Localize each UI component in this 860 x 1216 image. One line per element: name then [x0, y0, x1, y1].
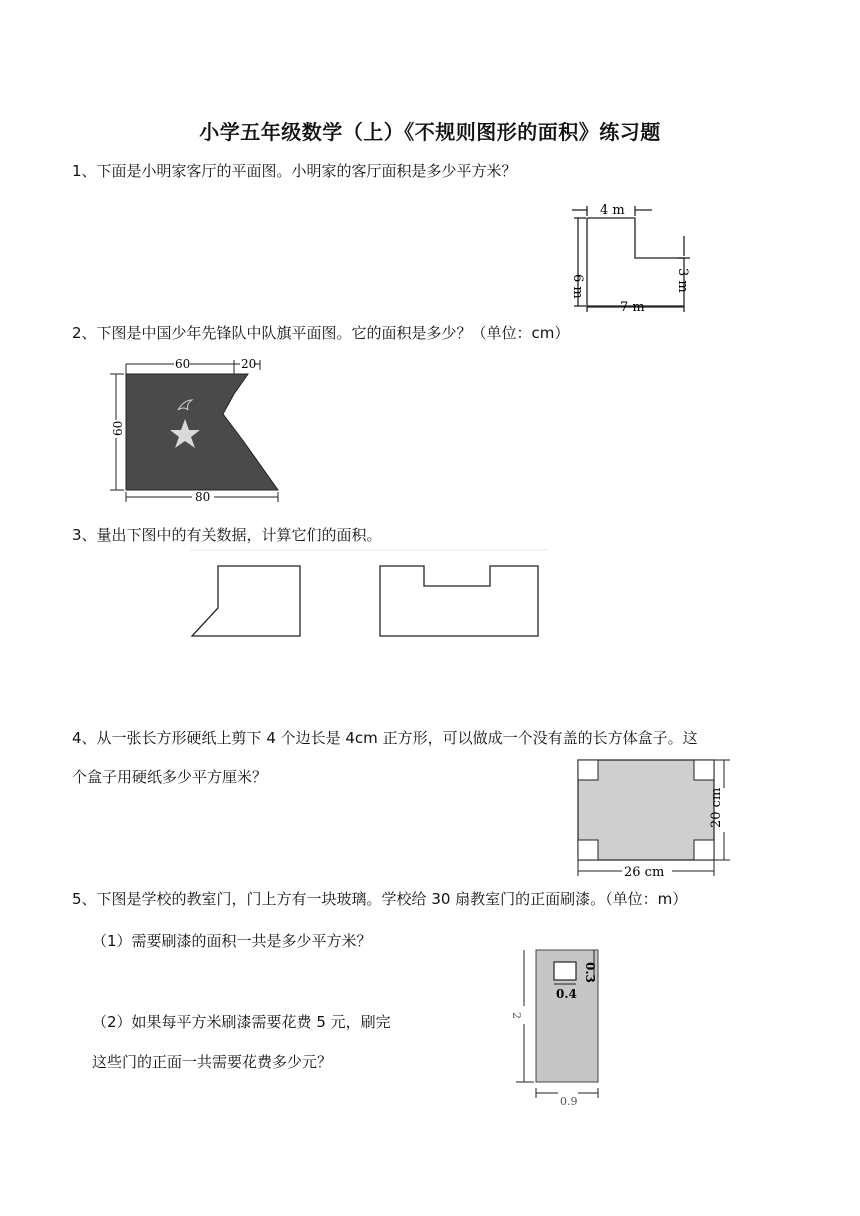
dim-width-label: 26 cm — [624, 865, 665, 880]
question-4-line-1: 4、从一张长方形硬纸上剪下 4 个边长是 4cm 正方形，可以做成一个没有盖的长方体盒子。这 — [72, 729, 698, 747]
glass-window — [554, 962, 576, 980]
dim-door-height-label: 2 — [510, 1012, 523, 1019]
dim-left-label: 6 m — [570, 274, 585, 299]
dim-glass-height-label: 0.3 — [583, 962, 597, 983]
question-3: 3、量出下图中的有关数据，计算它们的面积。 — [72, 526, 382, 544]
dim-bottom-label: 80 — [195, 490, 211, 504]
question-1: 1、下面是小明家客厅的平面图。小明家的客厅面积是多少平方米？ — [72, 162, 517, 180]
dim-bottom-label: 7 m — [620, 300, 645, 315]
question-2: 2、下图是中国少年先锋队中队旗平面图。它的面积是多少？（单位：cm） — [72, 324, 570, 342]
question-5-sub-1: （1）需要刷漆的面积一共是多少平方米？ — [92, 932, 372, 950]
dim-top-b-label: 20 — [241, 357, 257, 371]
dim-height-label: 20 cm — [709, 787, 724, 828]
shape-a — [192, 566, 300, 636]
dim-top-label: 4 m — [600, 203, 625, 218]
question-5: 5、下图是学校的教室门，门上方有一块玻璃。学校给 30 扇教室门的正面刷漆。（单位：m） — [72, 890, 688, 908]
living-room-plan-figure — [560, 196, 700, 318]
classroom-door-figure — [506, 940, 616, 1112]
dim-right-label: 3 m — [675, 268, 690, 293]
dim-left-label: 60 — [111, 420, 125, 436]
question-5-sub-2-line-2: 这些门的正面一共需要花费多少元？ — [92, 1053, 333, 1071]
squadron-flag-figure — [98, 352, 298, 507]
shape-b — [380, 566, 538, 636]
question-4-line-2: 个盒子用硬纸多少平方厘米？ — [72, 768, 268, 786]
measure-shapes-figure — [180, 548, 550, 648]
dim-door-width-label: 0.9 — [560, 1095, 578, 1108]
dim-glass-width-label: 0.4 — [556, 987, 577, 1001]
page-title: 小学五年级数学（上）《不规则图形的面积》练习题 — [199, 120, 661, 144]
paper-box-figure — [568, 752, 738, 884]
dim-top-a-label: 60 — [175, 357, 191, 371]
question-5-sub-2-line-1: （2）如果每平方米刷漆需要花费 5 元，刷完 — [92, 1013, 391, 1031]
